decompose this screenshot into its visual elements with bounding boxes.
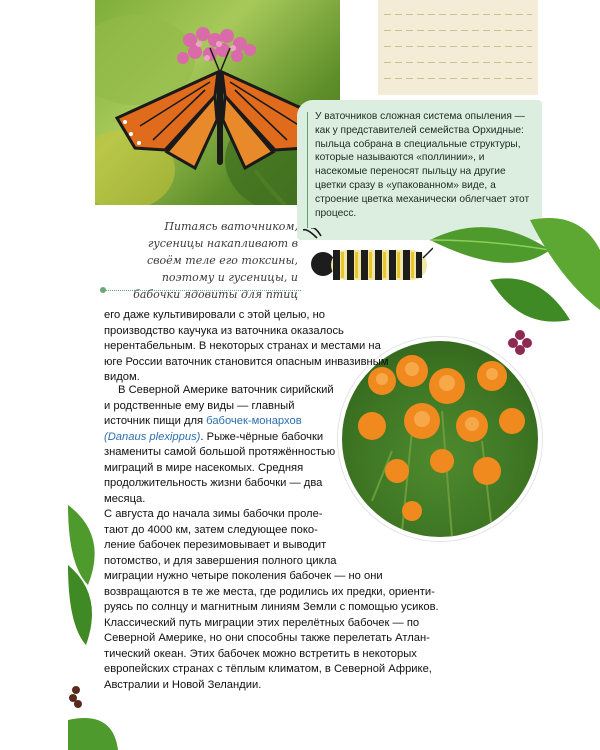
flower-bud-decoration [505,315,535,370]
paragraph-migration [104,507,504,693]
leaf-decoration-top-right [430,210,600,330]
migration-line: потомство, и для завершения полного цикла [104,554,337,567]
caterpillar-caption: Питаясь ваточником, гусеницы накапливают в своём теле его токсины, поэтому и гусеницы, и бабочки ядовиты для птиц [133,220,298,301]
monarch-species-link[interactable]: бабочек-монархов [206,415,302,427]
migration-line: Северной Америке, но они способны также перелетать Атлан- [104,632,430,644]
migration-line: ление бабочек перезимовывает и выводит [104,539,327,551]
migration-line: европейских странах с тёплым климатом, в Северной Африке, [104,663,432,675]
migration-line: возвращаются в те же места, где родились их предки, ориенти- [104,585,435,598]
paragraph-rubber: его даже культивировали с этой целью, но производство каучука из ваточника оказалось нерентабельным. В некоторых странах и местами на юге России ваточник становится опасным инвазивным видом. [104,309,389,383]
info-box-text: У ваточников сложная система опыления — как у представителей семейства Орхидные: пыльца собрана в специальные структуры, которые называются «поллинии», и насекомые переносят пыльцу на другие цветки сразу в «упакованном» виде, а строение цветка механически облегчает этот процесс. [315,111,530,219]
migration-line: Классический путь миграции этих перелётных бабочек — по [104,616,420,629]
leaf-decoration-left [68,505,100,645]
migration-line: миграции нужно четыре поколения бабочек — но они [104,570,383,582]
monarch-latin-name: (Danaus plexippus) [104,430,201,443]
migration-line: С августа до начала зимы бабочки проле- [104,508,323,520]
paragraph-monarch-food-part1: В Северной Америке ваточник сирийский и родственные ему виды — главный источник пищи для [104,384,334,427]
migration-line: тический океан. Этих бабочек можно встретить в некоторых [104,647,417,660]
paragraph-monarch-food-part2: . Рыже-чёрные бабочки знамениты самой большой протяжённостью миграций в мире насекомых. Средняя продолжительность жизни бабочки — два месяца. [104,430,336,505]
manuscript-decoration [378,0,538,95]
migration-line: тают до 4000 км, затем следующее поко- [104,523,318,536]
migration-line: Австралии и Новой Зеландии. [104,678,262,691]
paragraph-monarch-food [104,383,339,507]
caterpillar-illustration [303,228,433,300]
migration-line: руясь по солнцу и магнитным линиям Земли с помощью усиков. [104,601,439,613]
caption-divider [105,290,301,291]
